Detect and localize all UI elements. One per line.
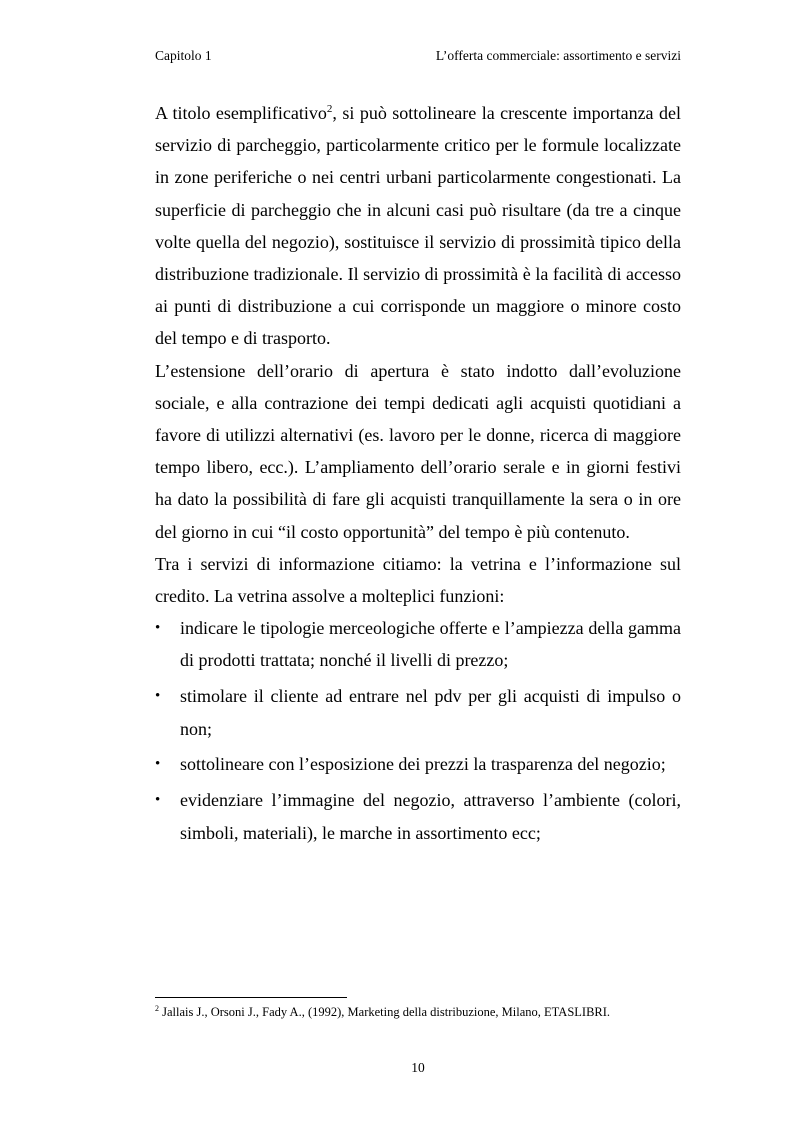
list-item <box>155 612 681 676</box>
list-item <box>155 784 681 848</box>
footnote-reference[interactable]: 2 <box>326 103 333 115</box>
footnote <box>155 1004 681 1020</box>
list-item <box>155 680 681 744</box>
paragraph-parking <box>155 97 681 355</box>
section-title: L’offerta commerciale: assortimento e servizi <box>435 48 681 63</box>
list-item-text: stimolare il cliente ad entrare nel pdv per gli acquisti di impulso o non; <box>180 686 681 739</box>
paragraph-text: A titolo esemplificativo <box>155 103 327 123</box>
footnote-text: Jallais J., Orsoni J., Fady A., (1992), Marketing della distribuzione, Milano, ETASLIBRI. <box>159 1005 611 1019</box>
footnote-divider <box>155 997 347 998</box>
paragraph-opening-hours: L’estensione dell’orario di apertura è stato indotto dall’evoluzione sociale, e alla contrazione dei tempi dedicati agli acquisti quotidiani a favore di utilizzi alternativi (es. lavoro per le donne, ricerca di maggiore tempo libero, ecc.). L’ampliamento dell’orario serale e in giorni festivi ha dato la possibilità di fare gli acquisti tranquillamente la sera o in ore del giorno in cui “il costo opportunità” del tempo è più contenuto. <box>155 360 681 542</box>
list-item-text: evidenziare l’immagine del negozio, attraverso l’ambiente (colori, simboli, materiali), le marche in assortimento ecc; <box>180 790 681 843</box>
bullet-icon: • <box>155 688 161 705</box>
list-item-text: sottolineare con l’esposizione dei prezzi la trasparenza del negozio; <box>180 754 666 775</box>
running-header <box>155 48 681 68</box>
chapter-label: Capitolo 1 <box>155 48 212 63</box>
bullet-icon: • <box>155 756 161 773</box>
paragraph-information-services: Tra i servizi di informazione citiamo: la vetrina e l’informazione sul credito. La vetrina assolve a molteplici funzioni: <box>155 553 681 607</box>
bullet-icon: • <box>155 792 161 809</box>
paragraph-text: , si può sottolineare la crescente importanza del servizio di parcheggio, particolarmente critico per le formule localizzate in zone periferiche o nei centri urbani particolarmente congestionati. La superficie di parcheggio che in alcuni casi può risultare (da tre a cinque volte quella del negozio), sostituisce il servizio di prossimità tipico della distribuzione tradizionale. Il servizio di prossimità è la facilità di accesso ai punti di distribuzione a cui corrisponde un maggiore o minore costo del tempo e di trasporto. <box>155 103 681 349</box>
footnote-number: 2 <box>155 1004 159 1013</box>
list-item-text: indicare le tipologie merceologiche offerte e l’ampiezza della gamma di prodotti trattata; nonché il livelli di prezzo; <box>180 618 681 671</box>
bullet-icon: • <box>155 620 161 637</box>
body-text <box>155 97 681 852</box>
list-item <box>155 748 681 780</box>
page-number: 10 <box>411 1060 425 1075</box>
shop-window-functions-list <box>155 612 681 848</box>
